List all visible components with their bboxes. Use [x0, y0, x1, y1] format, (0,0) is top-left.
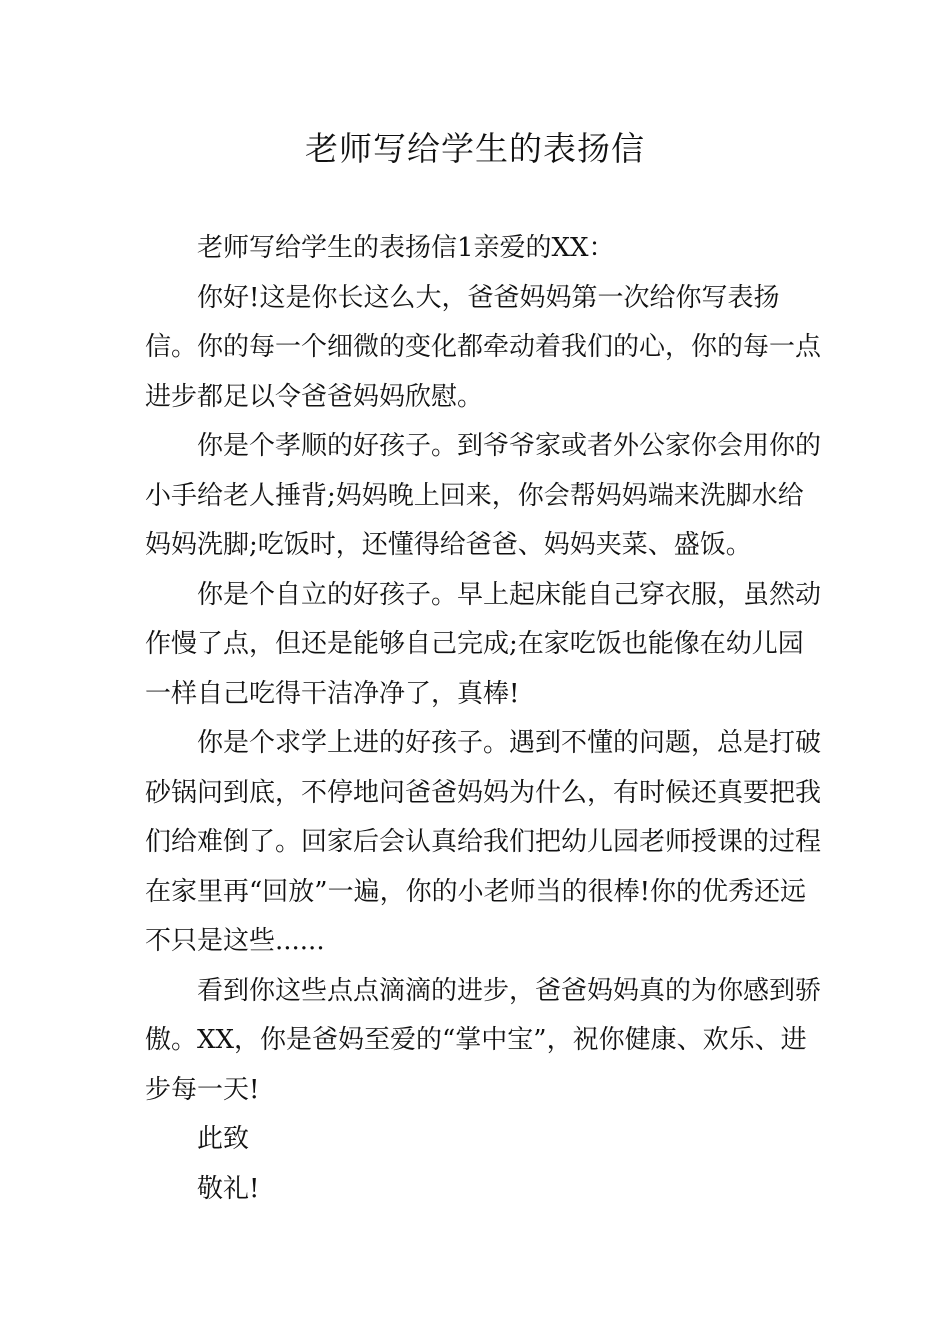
letter-paragraph-studious: 你是个求学上进的好孩子。遇到不懂的问题，总是打破砂锅问到底，不停地问爸爸妈妈为什么，有时候还真要把我们给难倒了。回家后会认真给我们把幼儿园老师授课的过程在家里再“回放”一遍，你的小老师当的很棒!你的优秀还远不只是这些...... [145, 728, 822, 956]
document-title: 老师写给学生的表扬信 [305, 129, 645, 168]
letter-greeting: 老师写给学生的表扬信1亲爱的XX： [197, 233, 615, 263]
letter-salutation-end: 敬礼! [197, 1173, 260, 1204]
letter-paragraph-independent: 你是个自立的好孩子。早上起床能自己穿衣服，虽然动作慢了点，但还是能够自己完成;在家吃饭也能像在幼儿园一样自己吃得干洁净净了，真棒! [145, 579, 822, 709]
letter-body [145, 224, 825, 1214]
letter-paragraph-closing: 看到你这些点点滴滴的进步，爸爸妈妈真的为你感到骄傲。XX，你是爸妈至爱的“掌中宝”，祝你健康、欢乐、进步每一天! [145, 975, 822, 1105]
letter-paragraph-filial: 你是个孝顺的好孩子。到爷爷家或者外公家你会用你的小手给老人捶背;妈妈晚上回来，你会帮妈妈端来洗脚水给妈妈洗脚;吃饭时，还懂得给爸爸、妈妈夹菜、盛饭。 [145, 431, 822, 560]
letter-salutation: 此致 [197, 1124, 250, 1154]
letter-paragraph-opening: 你好!这是你长这么大，爸爸妈妈第一次给你写表扬信。你的每一个细微的变化都牵动着我们的心，你的每一点进步都足以令爸爸妈妈欣慰。 [145, 282, 822, 412]
